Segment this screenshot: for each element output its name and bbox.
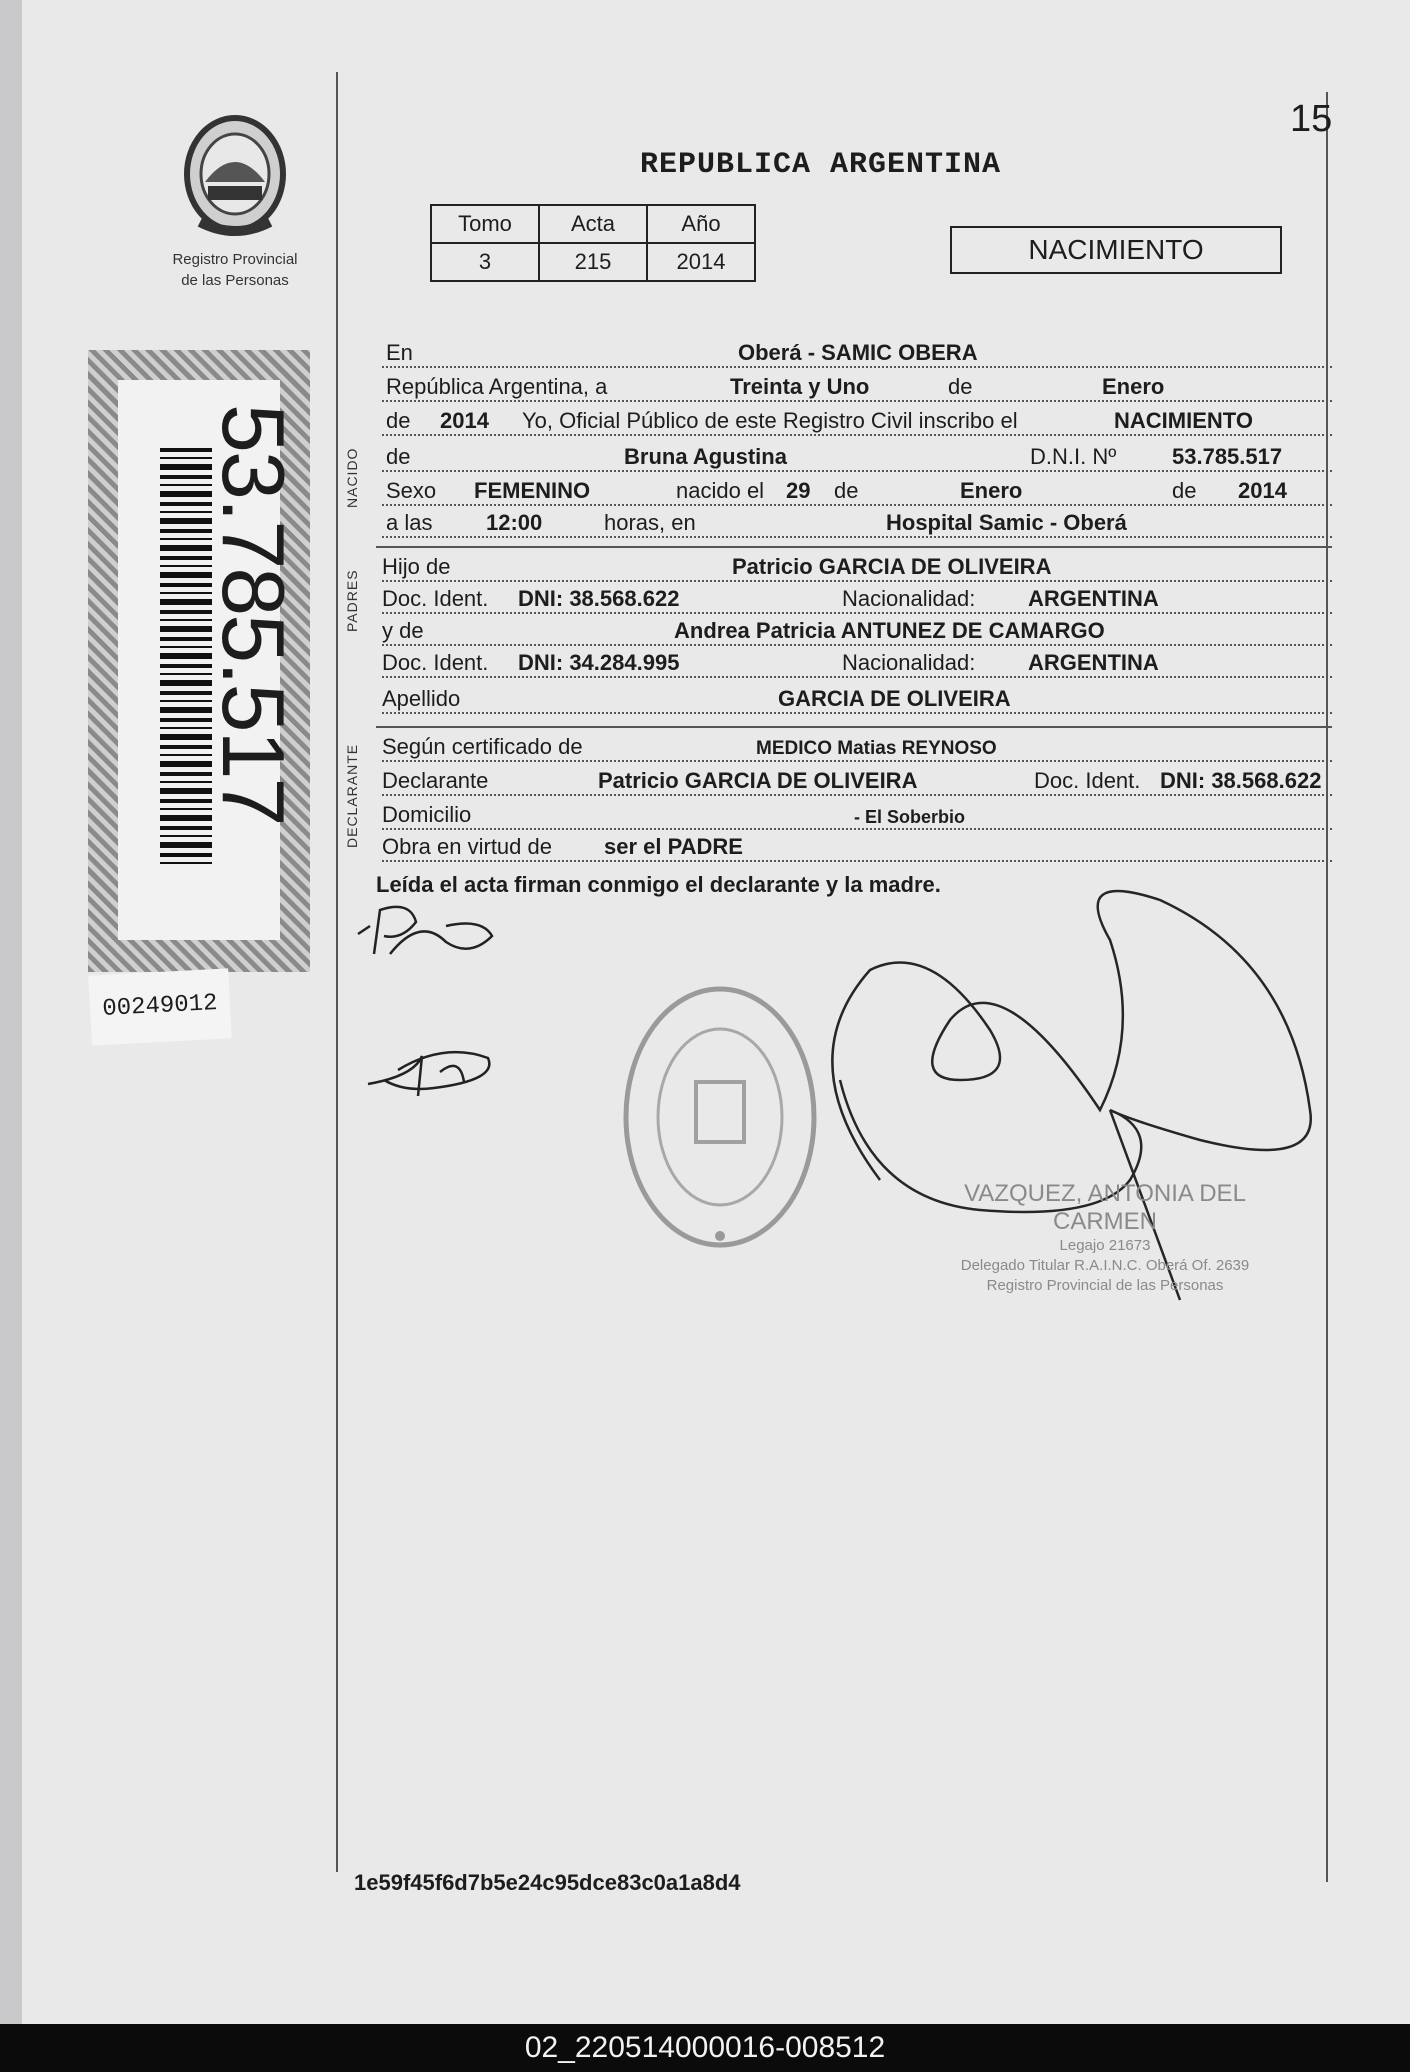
de5-label: de — [1172, 478, 1197, 503]
sexo-label: Sexo — [386, 478, 437, 503]
field-row-inscribo — [382, 404, 1332, 436]
field-row-padre-doc — [382, 582, 1332, 614]
certificado-label: Según certificado de — [382, 734, 583, 759]
madre-doc-label: Doc. Ident. — [382, 650, 489, 675]
official-cargo: Delegado Titular R.A.I.N.C. Oberá Of. 2639 — [960, 1257, 1250, 1274]
field-row-lugar — [382, 336, 1332, 368]
lugar-nacimiento: Hospital Samic - Oberá — [886, 510, 1127, 535]
serial-number: 00249012 — [88, 968, 231, 1045]
dni-label: D.N.I. Nº — [1030, 444, 1117, 469]
padre-doc-label: Doc. Ident. — [382, 586, 489, 611]
field-row-madre-doc — [382, 646, 1332, 678]
certificado-value: MEDICO Matias REYNOSO — [756, 738, 997, 759]
field-row-certificado — [382, 730, 1332, 762]
field-row-obra — [382, 830, 1332, 862]
de2-label: de — [386, 408, 411, 433]
section-label-padres: PADRES — [344, 569, 360, 632]
padre-nac-label: Nacionalidad: — [842, 586, 976, 611]
field-row-apellido — [382, 682, 1332, 714]
declarante-dni: DNI: 38.568.622 — [1160, 768, 1322, 793]
de3-label: de — [386, 444, 411, 469]
nacimiento-dia: 29 — [786, 478, 811, 503]
de-label: de — [948, 374, 973, 399]
acta-value: 215 — [539, 243, 647, 281]
field-row-hora — [382, 506, 1332, 538]
nacimiento-mes: Enero — [960, 478, 1023, 503]
hora-value: 12:00 — [486, 510, 543, 535]
tomo-acta-anio-table — [430, 204, 756, 282]
hijo-de-label: Hijo de — [382, 554, 451, 579]
nombre-nacido: Bruna Agustina — [624, 444, 787, 469]
mes-inscripcion: Enero — [1102, 374, 1165, 399]
declarant-signature — [350, 896, 500, 966]
field-row-madre — [382, 614, 1332, 646]
republica-label: República Argentina, a — [386, 374, 608, 399]
dni-number-vertical: 53.785.517 — [204, 404, 303, 825]
official-name: VAZQUEZ, ANTONIA DEL CARMEN — [964, 1180, 1246, 1235]
logo-caption-line2: de las Personas — [181, 272, 289, 289]
official-stamp — [930, 1180, 1280, 1296]
y-de-label: y de — [382, 618, 424, 643]
field-row-fecha — [382, 370, 1332, 402]
madre-nacionalidad: ARGENTINA — [1028, 650, 1159, 675]
apellido-label: Apellido — [382, 686, 461, 711]
madre-nombre: Andrea Patricia ANTUNEZ DE CAMARGO — [674, 618, 1105, 643]
section-label-nacido: NACIDO — [344, 447, 360, 508]
scan-footer-id: 02_220514000016-008512 — [0, 2024, 1410, 2072]
madre-nac-label: Nacionalidad: — [842, 650, 976, 675]
padre-dni: DNI: 38.568.622 — [518, 586, 680, 611]
logo-caption-line1: Registro Provincial — [172, 251, 298, 268]
anio-value: 2014 — [647, 243, 755, 281]
section-divider — [376, 546, 1332, 548]
domicilio-label: Domicilio — [382, 802, 472, 827]
anio-inscripcion: 2014 — [440, 408, 489, 433]
padre-nombre: Patricio GARCIA DE OLIVEIRA — [732, 554, 1052, 579]
closing-statement: Leída el acta firman conmigo el declarante y la madre. — [376, 872, 941, 897]
horas-en-label: horas, en — [604, 510, 696, 535]
official-registro: Registro Provincial de las Personas — [986, 1277, 1224, 1294]
document-title: REPUBLICA ARGENTINA — [640, 148, 1002, 182]
field-row-nombre — [382, 440, 1332, 472]
field-row-padre — [382, 550, 1332, 582]
anio-header: Año — [647, 205, 755, 243]
en-label: En — [386, 340, 413, 365]
field-row-domicilio — [382, 798, 1332, 830]
mother-signature — [364, 1036, 504, 1106]
document-hash: 1e59f45f6d7b5e24c95dce83c0a1a8d4 — [354, 1870, 741, 1895]
obra-label: Obra en virtud de — [382, 834, 552, 859]
left-margin-line — [336, 72, 338, 1872]
padre-nacionalidad: ARGENTINA — [1028, 586, 1159, 611]
dni-barcode-card — [88, 350, 310, 972]
apellido-value: GARCIA DE OLIVEIRA — [778, 686, 1011, 711]
section-divider — [376, 726, 1332, 728]
tomo-header: Tomo — [431, 205, 539, 243]
dia-texto: Treinta y Uno — [730, 374, 870, 399]
domicilio-value: - El Soberbio — [854, 807, 966, 827]
field-row-declarante — [382, 764, 1332, 796]
sexo-value: FEMENINO — [474, 478, 591, 503]
page-number: 15 — [1290, 98, 1333, 140]
registry-logo — [150, 112, 320, 289]
record-type-box: NACIMIENTO — [950, 226, 1282, 274]
tipo-inscripcion: NACIMIENTO — [1114, 408, 1253, 433]
declarante-nombre: Patricio GARCIA DE OLIVEIRA — [598, 768, 918, 793]
obra-value: ser el PADRE — [604, 834, 743, 859]
official-legajo: Legajo 21673 — [1059, 1237, 1151, 1254]
field-row-sexo — [382, 474, 1332, 506]
dni-nacido: 53.785.517 — [1172, 444, 1283, 469]
tomo-value: 3 — [431, 243, 539, 281]
misiones-seal-icon — [180, 112, 290, 242]
declarante-doc-label: Doc. Ident. — [1034, 768, 1141, 793]
madre-dni: DNI: 34.284.995 — [518, 650, 680, 675]
de4-label: de — [834, 478, 859, 503]
nacimiento-anio: 2014 — [1238, 478, 1287, 503]
nacido-el-label: nacido el — [676, 478, 765, 503]
alas-label: a las — [386, 510, 433, 535]
lugar-inscripcion: Oberá - SAMIC OBERA — [738, 340, 978, 365]
acta-header: Acta — [539, 205, 647, 243]
section-label-declarante: DECLARANTE — [344, 743, 360, 848]
declarante-label: Declarante — [382, 768, 489, 793]
inscribo-label: Yo, Oficial Público de este Registro Civil inscribo el — [522, 408, 1018, 433]
